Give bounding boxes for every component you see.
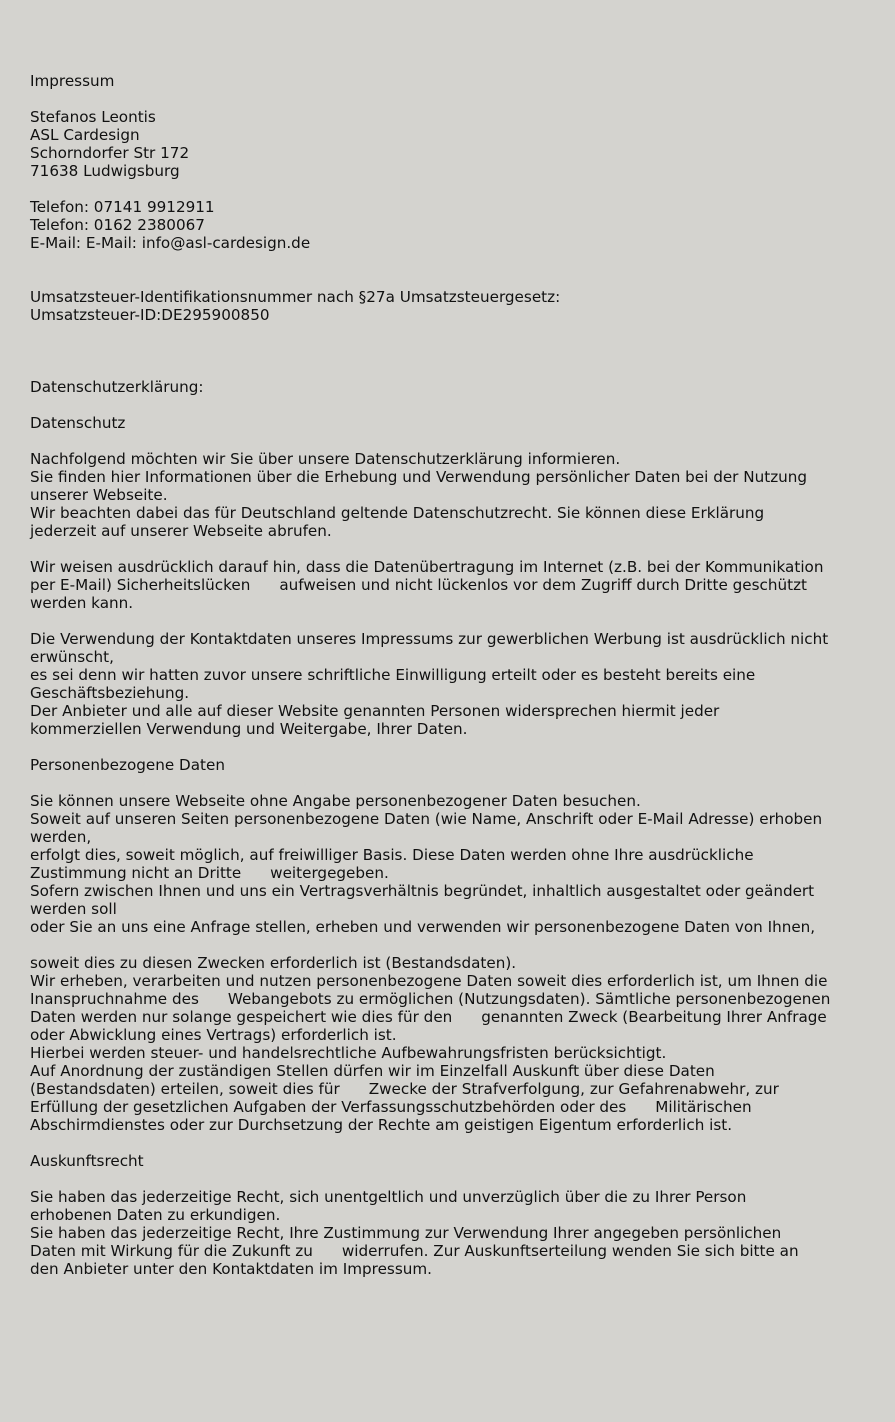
text-line: Sie finden hier Informationen über die Erhebung und Verwendung persönlicher Daten bei der Nutzung <box>30 468 808 486</box>
text-line: Hierbei werden steuer- und handelsrechtliche Aufbewahrungsfristen berücksichtigt. <box>30 1044 667 1062</box>
spacer <box>30 1134 892 1152</box>
text-line: werden soll <box>30 900 117 918</box>
text-line: Erfüllung der gesetzlichen Aufgaben der Verfassungsschutzbehörden oder des Militärischen <box>30 1098 752 1116</box>
text-line: Sie haben das jederzeitige Recht, Ihre Zustimmung zur Verwendung Ihrer angegeben persönlichen <box>30 1224 782 1242</box>
spacer <box>30 738 892 756</box>
text-line: erfolgt dies, soweit möglich, auf freiwilliger Basis. Diese Daten werden ohne Ihre ausdrückliche <box>30 846 754 864</box>
text-line: Sie haben das jederzeitige Recht, sich unentgeltlich und unverzüglich über die zu Ihrer Person <box>30 1188 747 1206</box>
text-line: Soweit auf unseren Seiten personenbezogene Daten (wie Name, Anschrift oder E-Mail Adresse) erhoben <box>30 810 823 828</box>
paragraph <box>30 558 892 612</box>
spacer <box>30 612 892 630</box>
page-content <box>30 72 892 1278</box>
contact-block <box>30 198 892 252</box>
text-line: Die Verwendung der Kontaktdaten unseres Impressums zur gewerblichen Werbung ist ausdrücklich nicht <box>30 630 829 648</box>
paragraph <box>30 954 892 1134</box>
address-line: ASL Cardesign <box>30 126 140 144</box>
text-line: jederzeit auf unserer Webseite abrufen. <box>30 522 332 540</box>
text-line: Geschäftsbeziehung. <box>30 684 190 702</box>
paragraph <box>30 1188 892 1278</box>
spacer <box>30 270 892 288</box>
text-line: Abschirmdienstes oder zur Durchsetzung der Rechte am geistigen Eigentum erforderlich ist. <box>30 1116 733 1134</box>
spacer <box>30 432 892 450</box>
spacer <box>30 252 892 270</box>
text-line: Sie können unsere Webseite ohne Angabe personenbezogener Daten besuchen. <box>30 792 641 810</box>
spacer <box>30 342 892 360</box>
section-heading-info-right: Auskunftsrecht <box>30 1152 144 1170</box>
paragraph <box>30 630 892 738</box>
text-line: Inanspruchnahme des Webangebots zu ermöglichen (Nutzungsdaten). Sämtliche personenbezogenen <box>30 990 831 1008</box>
address-line: Schorndorfer Str 172 <box>30 144 190 162</box>
spacer <box>30 360 892 378</box>
spacer <box>30 90 892 108</box>
text-line: Der Anbieter und alle auf dieser Website genannten Personen widersprechen hiermit jeder <box>30 702 720 720</box>
text-line: oder Abwicklung eines Vertrags) erforderlich ist. <box>30 1026 397 1044</box>
tax-block <box>30 288 892 324</box>
spacer <box>30 936 892 954</box>
email-line: E-Mail: E-Mail: info@asl-cardesign.de <box>30 234 311 252</box>
text-line: per E-Mail) Sicherheitslücken aufweisen und nicht lückenlos vor dem Zugriff durch Dritte geschützt <box>30 576 808 594</box>
phone-line: Telefon: 07141 9912911 <box>30 198 215 216</box>
text-line: (Bestandsdaten) erteilen, soweit dies für Zwecke der Strafverfolgung, zur Gefahrenabwehr, zur <box>30 1080 779 1098</box>
text-line: unserer Webseite. <box>30 486 168 504</box>
spacer <box>30 324 892 342</box>
text-line: werden kann. <box>30 594 134 612</box>
text-line: Daten mit Wirkung für die Zukunft zu widerrufen. Zur Auskunftserteilung wenden Sie sich bitte an <box>30 1242 799 1260</box>
text-line: oder Sie an uns eine Anfrage stellen, erheben und verwenden wir personenbezogene Daten von Ihnen, <box>30 918 816 936</box>
address-line: Stefanos Leontis <box>30 108 156 126</box>
spacer <box>30 180 892 198</box>
tax-id-line: Umsatzsteuer-ID:DE295900850 <box>30 306 270 324</box>
address-block <box>30 108 892 180</box>
text-line: den Anbieter unter den Kontaktdaten im Impressum. <box>30 1260 433 1278</box>
section-heading-personal-data: Personenbezogene Daten <box>30 756 225 774</box>
text-line: Auf Anordnung der zuständigen Stellen dürfen wir im Einzelfall Auskunft über diese Daten <box>30 1062 715 1080</box>
text-line: erhobenen Daten zu erkundigen. <box>30 1206 281 1224</box>
paragraph <box>30 450 892 540</box>
phone-line: Telefon: 0162 2380067 <box>30 216 205 234</box>
text-line: soweit dies zu diesen Zwecken erforderlich ist (Bestandsdaten). <box>30 954 517 972</box>
impressum-heading: Impressum <box>30 72 115 90</box>
text-line: kommerziellen Verwendung und Weitergabe, Ihrer Daten. <box>30 720 468 738</box>
text-line: Wir weisen ausdrücklich darauf hin, dass die Datenübertragung im Internet (z.B. bei der Kommunikation <box>30 558 824 576</box>
section-heading-datenschutz: Datenschutz <box>30 414 126 432</box>
privacy-title: Datenschutzerklärung: <box>30 378 204 396</box>
text-line: Zustimmung nicht an Dritte weitergegeben. <box>30 864 389 882</box>
text-line: Daten werden nur solange gespeichert wie dies für den genannten Zweck (Bearbeitung Ihrer Anfrage <box>30 1008 827 1026</box>
tax-line: Umsatzsteuer-Identifikationsnummer nach §27a Umsatzsteuergesetz: <box>30 288 561 306</box>
spacer <box>30 1170 892 1188</box>
text-line: erwünscht, <box>30 648 114 666</box>
text-line: Wir beachten dabei das für Deutschland geltende Datenschutzrecht. Sie können diese Erklärung <box>30 504 765 522</box>
address-line: 71638 Ludwigsburg <box>30 162 180 180</box>
paragraph <box>30 792 892 936</box>
spacer <box>30 540 892 558</box>
text-line: werden, <box>30 828 92 846</box>
spacer <box>30 774 892 792</box>
spacer <box>30 396 892 414</box>
text-line: es sei denn wir hatten zuvor unsere schriftliche Einwilligung erteilt oder es besteht bereits eine <box>30 666 756 684</box>
text-line: Sofern zwischen Ihnen und uns ein Vertragsverhältnis begründet, inhaltlich ausgestaltet oder geändert <box>30 882 815 900</box>
text-line: Nachfolgend möchten wir Sie über unsere Datenschutzerklärung informieren. <box>30 450 621 468</box>
text-line: Wir erheben, verarbeiten und nutzen personenbezogene Daten soweit dies erforderlich ist, um Ihnen die <box>30 972 828 990</box>
